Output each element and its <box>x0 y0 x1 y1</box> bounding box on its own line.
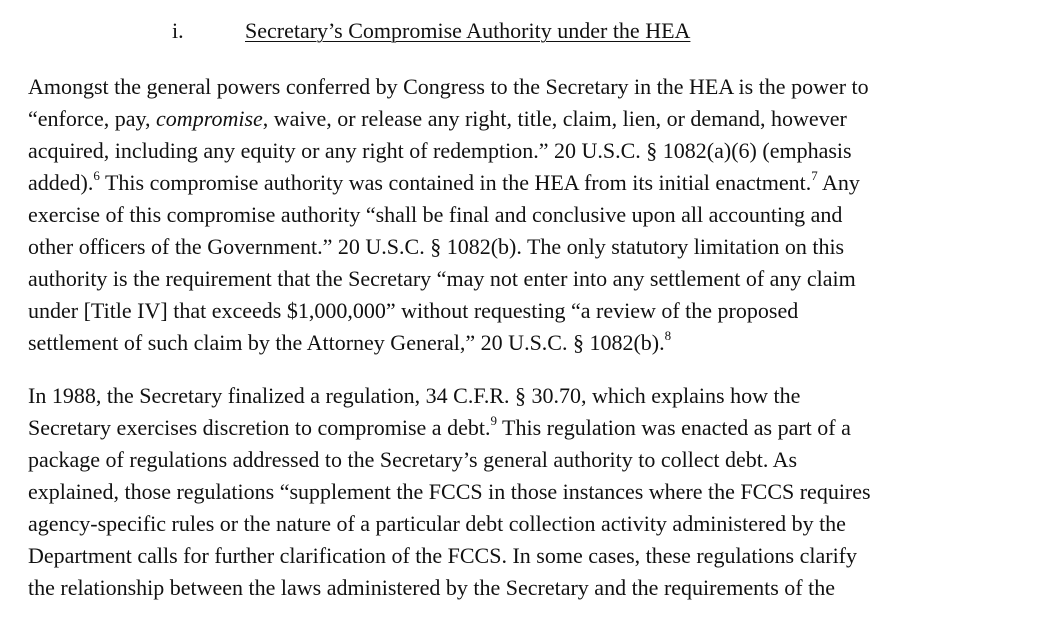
text-line: In 1988, the Secretary finalized a regulation, 34 C.F.R. § 30.70, which explains how the <box>28 383 801 408</box>
text-line: agency-specific rules or the nature of a particular debt collection activity administered by the <box>28 511 846 536</box>
text-line: Amongst the general powers conferred by Congress to the Secretary in the HEA is the power to <box>28 74 869 99</box>
footnote-marker-8[interactable]: 8 <box>664 327 672 343</box>
footnote-marker-7[interactable]: 7 <box>811 167 818 183</box>
section-number: i. <box>172 18 184 43</box>
section-title: Secretary’s Compromise Authority under the HEA <box>245 18 691 43</box>
text-line: other officers of the Government.” 20 U.S.C. § 1082(b). The only statutory limitation on this <box>28 234 845 259</box>
text-line: exercise of this compromise authority “shall be final and conclusive upon all accounting and <box>28 202 843 227</box>
paragraph-regulation-1988 <box>28 380 1028 604</box>
text-line: Secretary exercises discretion to compromise a debt.$^9$ This regulation was enacted as part of a <box>28 412 851 440</box>
text-line: Department calls for further clarification of the FCCS. In some cases, these regulations clarify <box>28 543 858 568</box>
footnote-marker-9[interactable]: 9 <box>490 412 497 428</box>
text-line: acquired, including any equity or any right of redemption.” 20 U.S.C. § 1082(a)(6) (emphasis <box>28 138 852 163</box>
paragraph-compromise-authority <box>28 71 1028 359</box>
text-line: “enforce, pay, compromise, waive, or release any right, title, claim, lien, or demand, however <box>28 106 847 131</box>
footnote-marker-6[interactable]: 6 <box>93 167 100 183</box>
text-line: added).$^6$ This compromise authority was contained in the HEA from its initial enactment.$^7$ Any <box>28 167 860 195</box>
text-line: package of regulations addressed to the Secretary’s general authority to collect debt. As <box>28 447 798 472</box>
text-line: explained, those regulations “supplement the FCCS in those instances where the FCCS requires <box>28 479 871 504</box>
text-line: settlement of such claim by the Attorney General,” 20 U.S.C. § 1082(b).$^8$ <box>28 327 672 355</box>
section-heading <box>0 16 1050 46</box>
text-line: the relationship between the laws administered by the Secretary and the requirements of the <box>28 575 835 600</box>
text-line: authority is the requirement that the Secretary “may not enter into any settlement of any claim <box>28 266 856 291</box>
text-line: under [Title IV] that exceeds $1,000,000” without requesting “a review of the proposed <box>28 298 799 323</box>
emphasized-word: compromise <box>156 106 263 131</box>
